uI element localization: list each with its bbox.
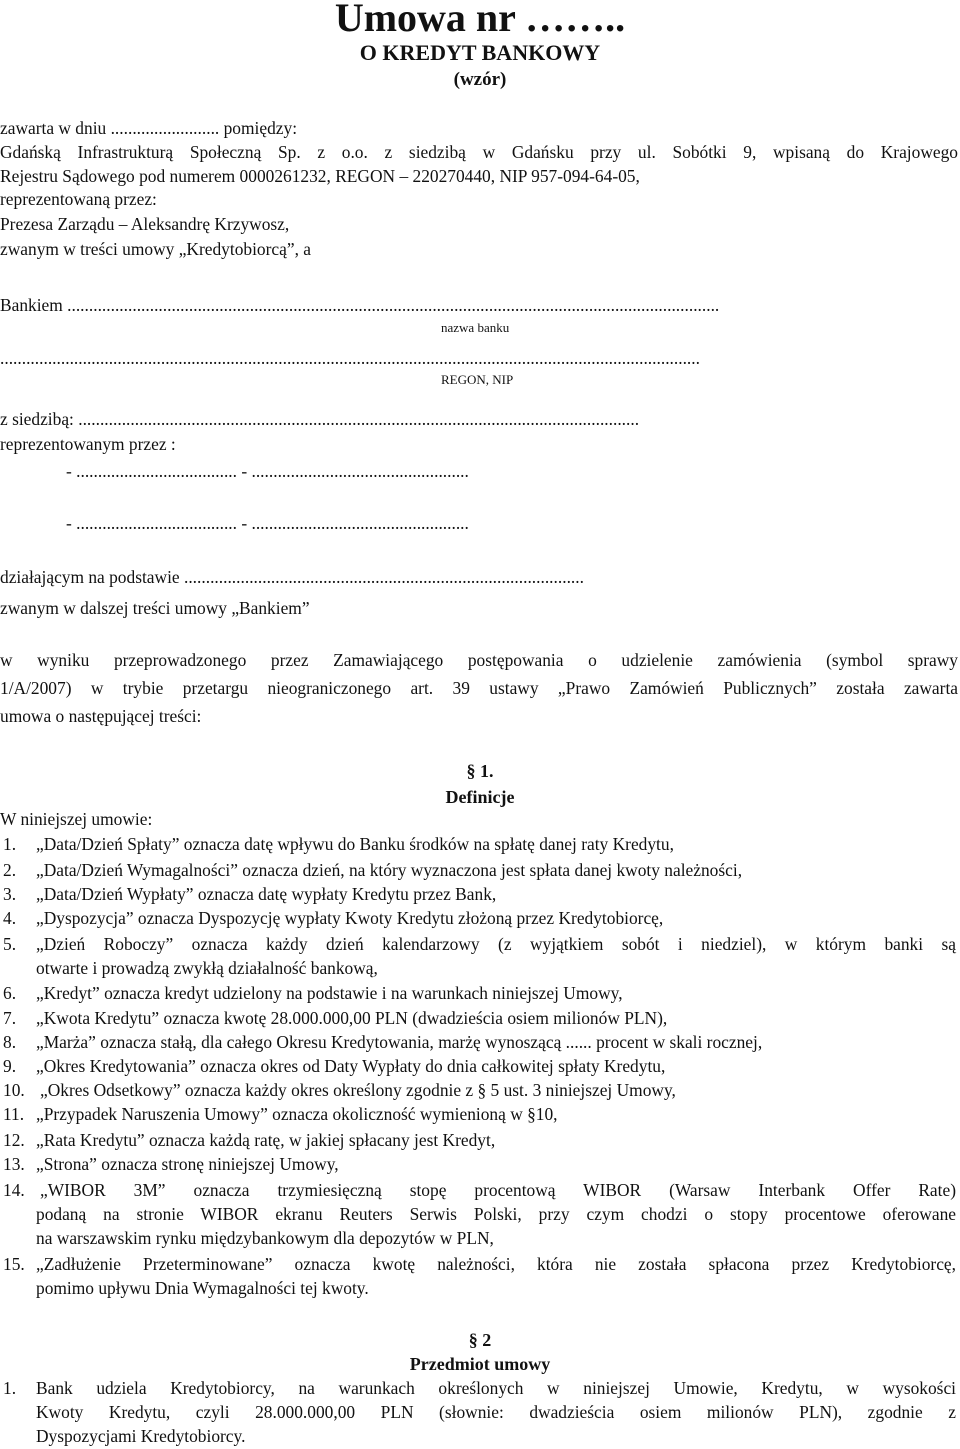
template-note: (wzór) bbox=[453, 69, 507, 90]
bank-regon-caption: REGON, NIP bbox=[441, 372, 514, 387]
intro-line-company: Gdańską Infrastrukturą Społeczną Sp. z o.o. z siedzibą w Gdańsku przy ul. Sobótki 9, wpisaną do Krajowego bbox=[0, 142, 958, 162]
subject-text: Dyspozycjami Kredytobiorcy. bbox=[36, 1426, 246, 1446]
bank-regon-line: ................................................................................................................................................................. bbox=[0, 348, 700, 368]
subject-text: Kwoty Kredytu, czyli 28.000.000,00 PLN (słownie: dwadzieścia osiem milionów PLN), zgodnie z bbox=[36, 1402, 956, 1422]
intro-line-registry: Rejestru Sądowego pod numerem 0000261232, REGON – 220270440, NIP 957-094-64-05, bbox=[0, 166, 640, 186]
definition-text: otwarte i prowadzą zwykłą działalność bankową, bbox=[36, 958, 378, 978]
bank-called-line: zwanym w dalszej treści umowy „Bankiem” bbox=[0, 598, 310, 618]
definition-text: „Przypadek Naruszenia Umowy” oznacza okoliczność wymienioną w §10, bbox=[36, 1104, 558, 1124]
bank-name-line: Bankiem ...................................................................................................................................................... bbox=[0, 295, 720, 315]
definition-number: 9. bbox=[3, 1056, 17, 1076]
section-2-heading: Przedmiot umowy bbox=[409, 1354, 551, 1374]
definition-number: 12. bbox=[3, 1130, 25, 1150]
contract-subtitle: O KREDYT BANKOWY bbox=[359, 40, 601, 65]
intro-line-represented: reprezentowaną przez: bbox=[0, 189, 157, 209]
section-2-number: § 2 bbox=[468, 1330, 492, 1350]
intro-line-borrower: zwanym w treści umowy „Kredytobiorcą”, a bbox=[0, 239, 311, 259]
section-1-heading: Definicje bbox=[445, 787, 515, 807]
definition-text: podaną na stronie WIBOR ekranu Reuters Serwis Polski, przy czym chodzi o stopy procentowe oferowane bbox=[36, 1204, 956, 1224]
definition-text: „Kredyt” oznacza kredyt udzielony na podstawie i na warunkach niniejszej Umowy, bbox=[36, 983, 623, 1003]
definition-text: „Data/Dzień Wypłaty” oznacza datę wypłaty Kredytu przez Bank, bbox=[36, 884, 497, 904]
bank-basis-line: działającym na podstawie ............................................................................................ bbox=[0, 567, 584, 587]
definition-text: „WIBOR 3M” oznacza trzymiesięczną stopę procentową WIBOR (Warsaw Interbank Offer Rate) bbox=[40, 1180, 956, 1200]
definition-number: 11. bbox=[3, 1104, 25, 1124]
intro-line-president: Prezesa Zarządu – Aleksandrę Krzywosz, bbox=[0, 214, 290, 234]
definition-text: „Strona” oznacza stronę niniejszej Umowy, bbox=[36, 1154, 339, 1174]
subject-text: Bank udziela Kredytobiorcy, na warunkach określonych w niniejszej Umowie, Kredytu, w wysokości bbox=[36, 1378, 956, 1398]
definition-number: 10. bbox=[3, 1080, 25, 1100]
preamble-line-1: w wyniku przeprowadzonego przez Zamawiającego postępowania o udzielenie zamówienia (symbol sprawy bbox=[0, 650, 958, 670]
definition-text: „Data/Dzień Wymagalności” oznacza dzień, na który wyznaczona jest spłata danej kwoty należności, bbox=[36, 860, 743, 880]
bank-seat-line: z siedzibą: ................................................................................................................................. bbox=[0, 409, 640, 429]
definition-text: „Okres Odsetkowy” oznacza każdy okres określony zgodnie z § 5 ust. 3 niniejszej Umowy, bbox=[40, 1080, 676, 1100]
definition-number: 4. bbox=[3, 908, 17, 928]
definition-number: 6. bbox=[3, 983, 17, 1003]
definition-text: pomimo upływu Dnia Wymagalności tej kwoty. bbox=[36, 1278, 369, 1298]
section-1-number: § 1. bbox=[466, 761, 494, 781]
definition-text: na warszawskim rynku międzybankowym dla depozytów w PLN, bbox=[36, 1228, 494, 1248]
bank-name-caption: nazwa banku bbox=[441, 320, 510, 335]
intro-line-date: zawarta w dniu ......................... pomiędzy: bbox=[0, 118, 298, 138]
definition-number: 2. bbox=[3, 860, 17, 880]
definition-number: 5. bbox=[3, 934, 17, 954]
bank-represented-label: reprezentowanym przez : bbox=[0, 434, 176, 454]
definition-text: „Rata Kredytu” oznacza każdą ratę, w jakiej spłacany jest Kredyt, bbox=[36, 1130, 496, 1150]
bank-representative-line-1: - ..................................... - .................................................. bbox=[66, 461, 469, 481]
definition-number: 15. bbox=[3, 1254, 25, 1274]
definition-text: „Kwota Kredytu” oznacza kwotę 28.000.000,00 PLN (dwadzieścia osiem milionów PLN), bbox=[36, 1008, 668, 1028]
definition-text: „Dzień Roboczy” oznacza każdy dzień kalendarzowy (z wyjątkiem sobót i niedziel), w którym banki są bbox=[36, 934, 956, 954]
bank-representative-line-2: - ..................................... - .................................................. bbox=[66, 513, 469, 533]
preamble-line-2: 1/A/2007) w trybie przetargu nieograniczonego art. 39 ustawy „Prawo Zamówień Publicznych” została zawarta bbox=[0, 678, 958, 698]
section-1-lead: W niniejszej umowie: bbox=[0, 809, 153, 829]
contract-title: Umowa nr …….. bbox=[334, 0, 626, 40]
definition-text: „Dyspozycja” oznacza Dyspozycję wypłaty Kwoty Kredytu złożoną przez Kredytobiorcę, bbox=[36, 908, 664, 928]
definition-number: 3. bbox=[3, 884, 17, 904]
definition-number: 8. bbox=[3, 1032, 17, 1052]
definition-number: 1. bbox=[3, 834, 17, 854]
definition-text: „Zadłużenie Przeterminowane” oznacza kwotę należności, która nie została spłacona przez Kredytobiorcę, bbox=[36, 1254, 956, 1274]
definition-number: 13. bbox=[3, 1154, 25, 1174]
definition-number: 7. bbox=[3, 1008, 17, 1028]
preamble-line-3: umowa o następującej treści: bbox=[0, 706, 202, 726]
definition-text: „Data/Dzień Spłaty” oznacza datę wpływu do Banku środków na spłatę danej raty Kredytu, bbox=[36, 834, 674, 854]
definition-text: „Marża” oznacza stałą, dla całego Okresu Kredytowania, marżę wynoszącą ...... procent w skali rocznej, bbox=[36, 1032, 763, 1052]
subject-number: 1. bbox=[3, 1378, 17, 1398]
definition-number: 14. bbox=[3, 1180, 25, 1200]
definition-text: „Okres Kredytowania” oznacza okres od Daty Wypłaty do dnia całkowitej spłaty Kredytu, bbox=[36, 1056, 666, 1076]
